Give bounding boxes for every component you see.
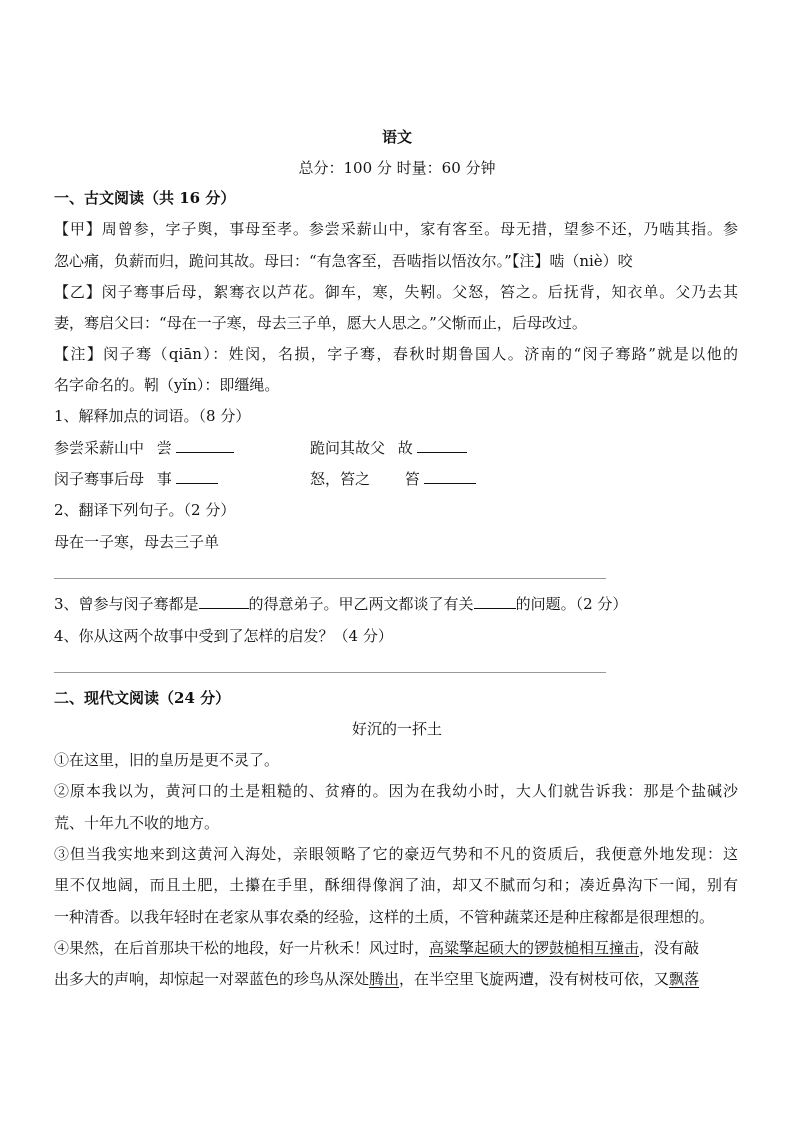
q3-text-c: 的问题。（2 分） — [515, 595, 628, 613]
q1-item-phrase: 跪问其故父 — [310, 439, 386, 457]
answer-blank[interactable] — [199, 594, 249, 609]
q1-item-word: 故 — [397, 439, 413, 457]
answer-blank[interactable] — [417, 438, 467, 453]
p4-text: ④果然，在后首那块干松的地段，好一片秋禾！风过时， — [54, 939, 430, 957]
paragraph-2-line2: 荒、十年九不收的地方。 — [54, 814, 220, 832]
answer-blank[interactable] — [176, 438, 234, 453]
underlined-word: 腾出 — [369, 970, 400, 988]
section2-heading: 二、现代文阅读（24 分） — [54, 689, 231, 707]
passage-jia-line1: 【甲】周曾参，字子舆，事母至孝。参尝采薪山中，家有客至。母无措，望参不还，乃啮其指。参 — [54, 220, 738, 238]
question-2: 2、翻译下列句子。（2 分） — [54, 501, 236, 519]
q1-item-3 — [54, 469, 218, 489]
q1-item-4 — [310, 469, 476, 489]
q1-item-word: 事 — [156, 470, 172, 488]
section1-heading: 一、古文阅读（共 16 分） — [54, 189, 236, 207]
page-title: 语文 — [381, 128, 412, 146]
paragraph-2-line1: ②原本我以为，黄河口的土是粗糙的、贫瘠的。因为在我幼小时，大人们就告诉我：那是个盐碱沙 — [54, 782, 738, 800]
question-1: 1、解释加点的词语。（8 分） — [54, 407, 251, 425]
paragraph-4-line1 — [54, 938, 738, 958]
q1-item-phrase: 怒，笞之 — [310, 470, 371, 488]
passage-yi-line1: 【乙】闵子骞事后母，絮骞衣以芦花。御车，寒，失靷。父怒，笞之。后抚背，知衣单。父乃去其 — [54, 283, 738, 301]
answer-line-q4[interactable] — [54, 672, 606, 673]
answer-blank[interactable] — [176, 469, 218, 484]
q1-item-phrase: 闵子骞事后母 — [54, 470, 145, 488]
answer-line-q2[interactable] — [54, 578, 606, 579]
q1-item-1 — [54, 438, 234, 458]
q3-text-a: 3、曾参与闵子骞都是 — [54, 595, 199, 613]
note-line1: 【注】闵子骞（qiān）：姓闵，名损，字子骞，春秋时期鲁国人。济南的“闵子骞路”就是以他的 — [54, 345, 738, 363]
paragraph-3-line2: 里不仅地阔，而且土肥，土攥在手里，酥细得像润了油，却又不腻而匀和；凑近鼻沟下一闻，别有 — [54, 876, 738, 894]
q1-item-2 — [310, 438, 467, 458]
q1-item-word: 尝 — [156, 439, 172, 457]
question-3 — [54, 594, 627, 614]
question-4: 4、你从这两个故事中受到了怎样的启发？（4 分） — [54, 627, 393, 645]
answer-blank[interactable] — [424, 469, 476, 484]
passage-yi-line2: 妻，骞启父曰：“母在一子寒，母去三子单，愿大人思之。”父惭而止，后母改过。 — [54, 314, 587, 332]
exam-meta: 总分：100 分 时量：60 分钟 — [298, 159, 496, 177]
article-title: 好沉的一抔土 — [351, 720, 442, 738]
paragraph-4-line2 — [54, 969, 738, 989]
paragraph-3-line1: ③但当我实地来到这黄河入海处，亲眼领略了它的豪迈气势和不凡的资质后，我便意外地发现：这 — [54, 845, 738, 863]
p4-text: ，在半空里飞旋两遭，没有树枝可依，又 — [399, 970, 670, 988]
paragraph-3-line3: 一种清香。以我年轻时在老家从事农桑的经验，这样的土质，不管种蔬菜还是种庄稼都是很理想的。 — [54, 908, 715, 926]
q2-sentence: 母在一子寒，母去三子单 — [54, 533, 220, 551]
q1-item-word: 笞 — [404, 470, 420, 488]
underlined-phrase: 高粱擎起硕大的锣鼓槌相互撞击 — [429, 939, 640, 957]
passage-jia-line2: 忽心痛，负薪而归，跪问其故。母曰：“有急客至，吾啮指以悟汝尔。”【注】啮（niè）咬 — [54, 252, 633, 270]
p4-text: 出多大的声响，却惊起一对翠蓝色的珍鸟从深处 — [54, 970, 370, 988]
q1-item-phrase: 参尝采薪山中 — [54, 439, 145, 457]
note-line2: 名字命名的。靷（yǐn）：即缰绳。 — [54, 376, 280, 394]
q3-text-b: 的得意弟子。甲乙两文都谈了有关 — [248, 595, 474, 613]
underlined-word: 飘落 — [669, 970, 700, 988]
p4-text: ，没有敲 — [639, 939, 700, 957]
answer-blank[interactable] — [474, 594, 516, 609]
paragraph-1: ①在这里，旧的皇历是更不灵了。 — [54, 751, 280, 769]
